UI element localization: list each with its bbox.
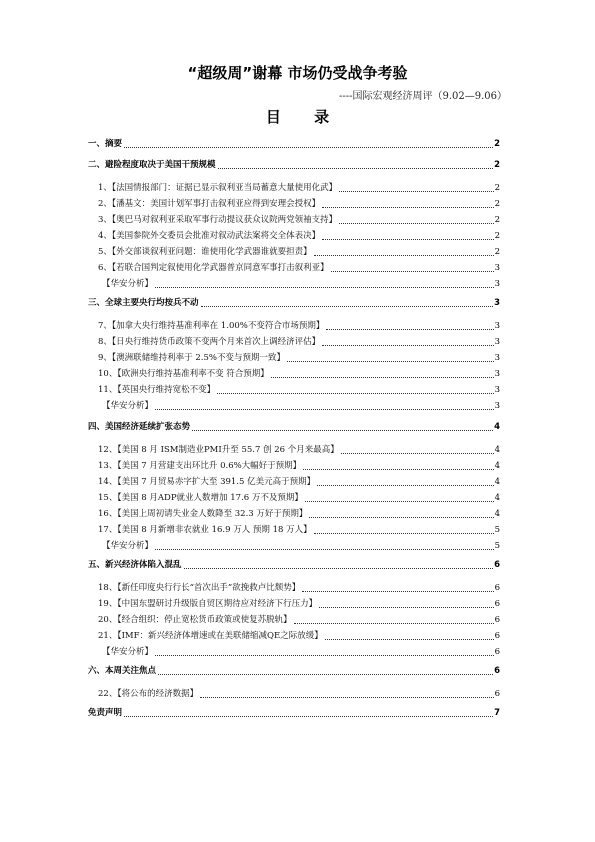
- toc-entry[interactable]: [88, 278, 500, 290]
- toc-page-number: 6: [494, 599, 500, 609]
- toc-leader-dots: [218, 162, 494, 169]
- toc-entry-label: 3、【奥巴马对叙利亚采取军事行动提议获众议院两党领袖支持】: [98, 215, 338, 225]
- toc-entry-label: 11、【英国央行维持宽松不变】: [98, 385, 216, 395]
- toc-entry-label: 14、【美国 7 月贸易赤字扩大至 391.5 亿美元高于预期】: [98, 477, 316, 487]
- toc-section-entry[interactable]: [88, 297, 500, 309]
- toc-entry[interactable]: [88, 630, 500, 642]
- toc-leader-dots: [287, 355, 494, 362]
- toc-page-number: 3: [494, 369, 500, 379]
- toc-page-number: 4: [494, 445, 500, 455]
- toc-entry-label: 9、【澳洲联储维持利率于 2.5%不变与预期一致】: [98, 353, 285, 363]
- toc-entry-label: 5、【外交部谈叙利亚问题：谁使用化学武器谁就要担责】: [98, 247, 312, 257]
- toc-leader-dots: [339, 185, 493, 192]
- toc-page-number: 3: [494, 401, 500, 411]
- toc-leader-dots: [305, 495, 494, 502]
- toc-page-number: 6: [494, 631, 500, 641]
- toc-leader-dots: [192, 424, 493, 431]
- toc-entry-label: 【华安分析】: [102, 401, 154, 411]
- toc-entry[interactable]: [88, 476, 500, 488]
- toc-page-number: 2: [494, 160, 500, 170]
- toc-leader-dots: [200, 691, 494, 698]
- toc-entry-label: 13、【美国 7 月营建支出环比升 0.6%大幅好于预期】: [98, 461, 302, 471]
- toc-entry-label: 7、【加拿大央行维持基准利率在 1.00%不变符合市场预期】: [98, 321, 325, 331]
- toc-leader-dots: [271, 371, 494, 378]
- document-title: “超级周”谢幕 市场仍受战争考验: [187, 64, 408, 82]
- toc-page-number: 3: [494, 298, 500, 308]
- toc-page-number: 3: [494, 321, 500, 331]
- toc-page-number: 6: [494, 689, 500, 699]
- toc-page-number: 4: [494, 493, 500, 503]
- toc-entry[interactable]: [88, 352, 500, 364]
- toc-page-number: 2: [494, 231, 500, 241]
- toc-entry[interactable]: [88, 230, 500, 242]
- toc-section-entry[interactable]: [88, 159, 500, 171]
- toc-leader-dots: [217, 387, 494, 394]
- toc-entry-label: 21、【IMF：新兴经济体增速或在美联储缩减QE之际放缓】: [98, 631, 323, 641]
- toc-leader-dots: [322, 233, 493, 240]
- toc-entry[interactable]: [88, 646, 500, 658]
- toc-entry[interactable]: [88, 336, 500, 348]
- toc-entry-label: 12、【美国 8 月 ISM制造业PMI升至 55.7 创 26 个月来最高】: [98, 445, 339, 455]
- toc-page-number: 6: [494, 666, 500, 676]
- toc-entry-label: 18、【新任印度央行行长“首次出手”欲挽救卢比颓势】: [98, 583, 301, 593]
- toc-entry-label: 三、全球主要央行均按兵不动: [88, 298, 199, 308]
- toc-entry-label: 20、【经合组织：停止宽松货币政策或使复苏脱轨】: [98, 615, 292, 625]
- toc-entry-label: 【华安分析】: [102, 647, 154, 657]
- toc-entry[interactable]: [88, 182, 500, 194]
- toc-page-number: 3: [494, 279, 500, 289]
- toc-leader-dots: [309, 511, 493, 518]
- toc-entry[interactable]: [88, 614, 500, 626]
- toc-entry-label: 一、摘要: [88, 139, 123, 149]
- toc-entry-label: 2、【潘基文：美国计划军事打击叙利亚应得到安理会授权】: [98, 199, 321, 209]
- toc-entry-label: 四、美国经济延续扩张态势: [88, 422, 191, 432]
- toc-entry[interactable]: [88, 262, 500, 274]
- toc-leader-dots: [158, 668, 493, 675]
- toc-page-number: 2: [494, 215, 500, 225]
- toc-entry-label: 17、【美国 8 月新增非农就业 16.9 万人 预期 18 万人】: [98, 525, 312, 535]
- toc-entry[interactable]: [88, 444, 500, 456]
- toc-leader-dots: [322, 201, 493, 208]
- toc-leader-dots: [303, 463, 493, 470]
- toc-entry[interactable]: [88, 368, 500, 380]
- toc-section-entry[interactable]: [88, 707, 500, 719]
- toc-entry[interactable]: [88, 198, 500, 210]
- toc-page-number: 4: [494, 477, 500, 487]
- toc-leader-dots: [317, 479, 493, 486]
- toc-section-entry[interactable]: [88, 559, 500, 571]
- toc-page-number: 5: [494, 525, 500, 535]
- toc-entry[interactable]: [88, 688, 500, 700]
- toc-page-number: 3: [494, 263, 500, 273]
- toc-page-number: 2: [494, 139, 500, 149]
- toc-leader-dots: [302, 585, 493, 592]
- toc-leader-dots: [314, 249, 494, 256]
- toc-entry[interactable]: [88, 246, 500, 258]
- toc-page-number: 7: [494, 708, 500, 718]
- toc-entry-label: 19、【中国东盟研讨升级版自贸区期待应对经济下行压力】: [98, 599, 318, 609]
- toc-entry[interactable]: [88, 460, 500, 472]
- toc-leader-dots: [314, 527, 494, 534]
- toc-page-number: 5: [494, 541, 500, 551]
- toc-leader-dots: [155, 649, 494, 656]
- toc-page-number: 2: [494, 199, 500, 209]
- toc-entry-label: 二、避险程度取决于美国干预规模: [88, 160, 216, 170]
- toc-entry-label: 8、【日央行维持货币政策不变两个月来首次上调经济评估】: [98, 337, 321, 347]
- toc-leader-dots: [325, 633, 494, 640]
- toc-entry[interactable]: [88, 384, 500, 396]
- toc-leader-dots: [155, 281, 494, 288]
- toc-page-number: 6: [494, 583, 500, 593]
- toc-page-number: 2: [494, 183, 500, 193]
- toc-page-number: 6: [494, 647, 500, 657]
- toc-leader-dots: [155, 403, 494, 410]
- toc-entry-label: 22、【将公布的经济数据】: [98, 689, 199, 699]
- toc-leader-dots: [294, 617, 494, 624]
- toc-leader-dots: [339, 217, 493, 224]
- toc-leader-dots: [124, 141, 493, 148]
- toc-entry-label: 1、【法国情报部门：证据已显示叙利亚当局蓄意大量使用化武】: [98, 183, 338, 193]
- toc-entry-label: 15、【美国 8 月ADP就业人数增加 17.6 万不及预期】: [98, 493, 303, 503]
- toc-leader-dots: [326, 323, 493, 330]
- toc-entry-label: 六、本周关注焦点: [88, 666, 157, 676]
- toc-entry-label: 【华安分析】: [102, 541, 154, 551]
- toc-entry[interactable]: [88, 508, 500, 520]
- toc-section-entry[interactable]: [88, 421, 500, 433]
- toc-page-number: 3: [494, 337, 500, 347]
- toc-leader-dots: [201, 300, 494, 307]
- toc-entry[interactable]: [88, 524, 500, 536]
- toc-section-entry[interactable]: [88, 665, 500, 677]
- toc-section-entry[interactable]: [88, 138, 500, 150]
- toc-page-number: 6: [494, 560, 500, 570]
- toc-entry-label: 10、【欧洲央行维持基准利率不变 符合预期】: [98, 369, 269, 379]
- toc-entry[interactable]: [88, 492, 500, 504]
- toc-entry-label: 16、【美国上周初请失业金人数降至 32.3 万好于预期】: [98, 509, 308, 519]
- toc-page-number: 3: [494, 385, 500, 395]
- toc-entry[interactable]: [88, 540, 500, 552]
- toc-leader-dots: [124, 710, 493, 717]
- toc-entry-label: 【华安分析】: [102, 279, 154, 289]
- toc-leader-dots: [341, 447, 494, 454]
- toc-page-number: 4: [494, 461, 500, 471]
- toc-entry-label: 6、【若联合国判定叙使用化学武器普京同意军事打击叙利亚】: [98, 263, 329, 273]
- toc-entry-label: 五、新兴经济体陷入混乱: [88, 560, 182, 570]
- toc-page-number: 2: [494, 247, 500, 257]
- toc-entry[interactable]: [88, 582, 500, 594]
- toc-leader-dots: [331, 265, 494, 272]
- toc-entry[interactable]: [88, 214, 500, 226]
- toc-entry[interactable]: [88, 320, 500, 332]
- toc-leader-dots: [319, 601, 494, 608]
- toc-entry[interactable]: [88, 400, 500, 412]
- toc-page-number: 4: [494, 509, 500, 519]
- toc-page-number: 3: [494, 353, 500, 363]
- toc-entry-label: 4、【美国参院外交委员会批准对叙动武法案将交全体表决】: [98, 231, 321, 241]
- toc-page-number: 4: [494, 422, 500, 432]
- toc-leader-dots: [184, 562, 494, 569]
- toc-heading: 目 录: [265, 108, 344, 126]
- toc-leader-dots: [155, 543, 494, 550]
- toc-page-number: 6: [494, 615, 500, 625]
- toc-entry-label: 免责声明: [88, 708, 123, 718]
- toc-leader-dots: [322, 339, 493, 346]
- toc-entry[interactable]: [88, 598, 500, 610]
- document-subtitle: ----国际宏观经济周评（9.02—9.06）: [338, 91, 507, 102]
